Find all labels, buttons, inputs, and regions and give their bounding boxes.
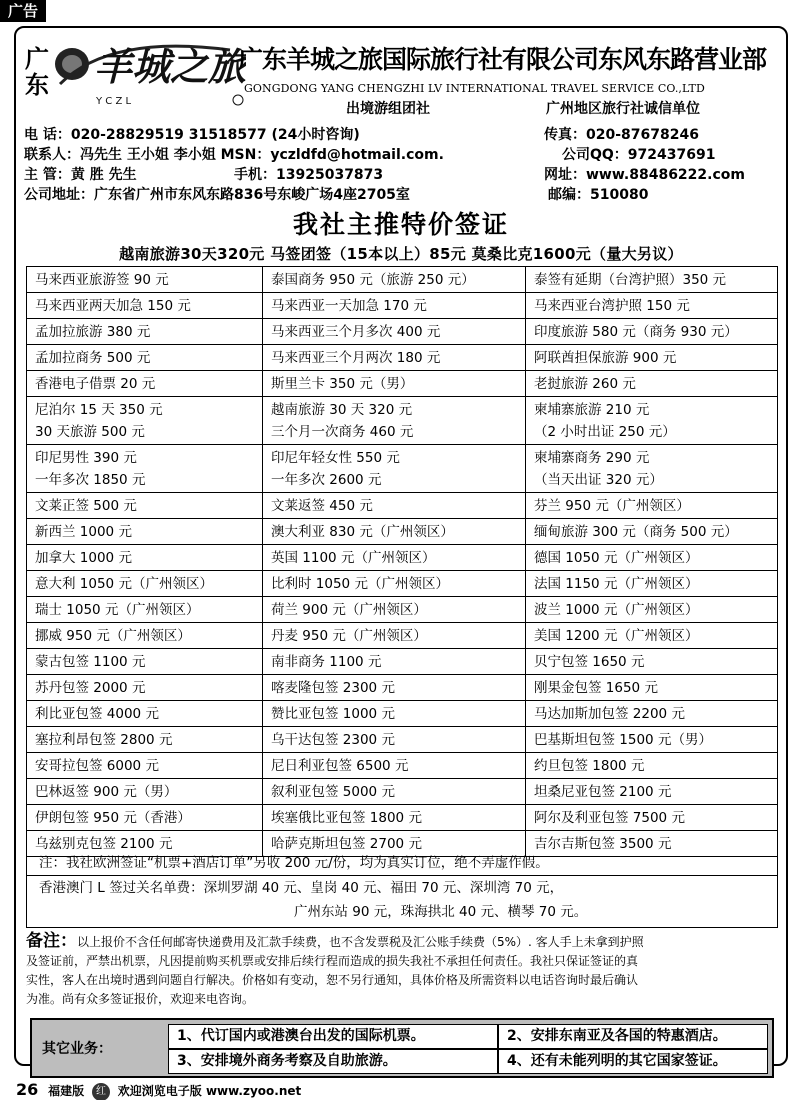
price-row [27, 267, 778, 293]
service-item: 4、还有未能列明的其它国家签证。 [498, 1049, 768, 1074]
price-cell [263, 397, 526, 445]
price-row [27, 293, 778, 319]
price-cell [27, 493, 263, 519]
price-text: 尼日利亚包签 6500 元 [271, 757, 409, 774]
price-text: 赞比亚包签 1000 元 [271, 705, 395, 722]
price-cell [526, 345, 778, 371]
price-text: 挪威 950 元（广州领区） [35, 627, 191, 644]
price-cell [263, 445, 526, 493]
price-cell [526, 779, 778, 805]
service-item: 2、安排东南亚及各国的特惠酒店。 [498, 1024, 768, 1049]
price-text: 尼泊尔 15 天 350 元 [35, 401, 163, 418]
remark-line: 为准。尚有众多签证报价，欢迎来电咨询。 [26, 992, 255, 1006]
price-cell [27, 623, 263, 649]
price-cell [27, 267, 263, 293]
price-cell [263, 753, 526, 779]
price-text: 斯里兰卡 350 元（男） [271, 375, 414, 392]
price-text: 澳大利亚 830 元（广州领区） [271, 523, 454, 540]
price-text: 文莱正签 500 元 [35, 497, 137, 514]
manager-line: 主 管：黄 胜 先生 [24, 167, 137, 183]
price-row [27, 805, 778, 831]
postcode-line: 邮编：510080 [548, 187, 649, 203]
price-text: 三个月一次商务 460 元 [271, 423, 414, 440]
price-text: 比利时 1050 元（广州领区） [271, 575, 449, 592]
price-row [27, 445, 778, 493]
phone-line: 电 话：020-28829519 31518577 (24小时咨询) [24, 127, 360, 143]
price-cell [526, 701, 778, 727]
fax-line: 传真：020-87678246 [544, 127, 699, 143]
price-cell [263, 805, 526, 831]
price-cell [526, 571, 778, 597]
price-text: 安哥拉包签 6000 元 [35, 757, 159, 774]
logo-letters: Y C Z L [96, 96, 132, 107]
price-cell [526, 519, 778, 545]
price-text: 哈萨克斯坦包签 2700 元 [271, 835, 422, 852]
price-row [27, 649, 778, 675]
price-text: 马来西亚两天加急 150 元 [35, 297, 191, 314]
price-cell [27, 597, 263, 623]
logo-script: 羊城之旅 [94, 44, 246, 89]
price-text: 喀麦隆包签 2300 元 [271, 679, 395, 696]
promo-line: 越南旅游30天320元 马签团签（15本以上）85元 莫桑比克1600元（量大另议） [119, 245, 683, 263]
price-cell [27, 445, 263, 493]
price-row [27, 319, 778, 345]
price-text: 意大利 1050 元（广州领区） [35, 575, 213, 592]
price-cell [27, 701, 263, 727]
price-cell [263, 701, 526, 727]
price-cell [27, 675, 263, 701]
price-cell [263, 545, 526, 571]
price-text: 阿联酋担保旅游 900 元 [534, 349, 677, 366]
price-cell [526, 397, 778, 445]
price-text: 塞拉利昂包签 2800 元 [35, 731, 173, 748]
company-logo [24, 34, 244, 114]
price-row [27, 753, 778, 779]
logo-emblem [50, 34, 246, 114]
price-cell [263, 675, 526, 701]
price-cell [526, 727, 778, 753]
note-hk-macau [26, 876, 778, 928]
price-text: 吉尔吉斯包签 3500 元 [534, 835, 672, 852]
price-cell [27, 571, 263, 597]
price-text: 波兰 1000 元（广州领区） [534, 601, 699, 618]
price-row [27, 519, 778, 545]
remark-line: 以上报价不含任何邮寄快递费用及汇款手续费，也不含发票税及汇公账手续费（5%）. 客人手上未拿到护照 [77, 935, 644, 949]
price-text: 一年多次 1850 元 [35, 471, 146, 488]
price-row [27, 493, 778, 519]
other-services-label: 其它业务： [42, 1041, 112, 1057]
website-line: 网址：www.88486222.com [544, 167, 745, 183]
remark-line: 及签证前，严禁出机票，凡因提前购买机票或安排后续行程而造成的损失我社不承担任何责任。我社只保证签证的真 [26, 954, 639, 968]
price-cell [27, 397, 263, 445]
price-cell [27, 545, 263, 571]
price-text: 香港电子借票 20 元 [35, 375, 156, 392]
price-cell [526, 545, 778, 571]
visa-price-table [26, 266, 778, 857]
price-text: 泰国商务 950 元（旅游 250 元） [271, 271, 475, 288]
price-text: 加拿大 1000 元 [35, 549, 132, 566]
price-text: 马来西亚三个月多次 400 元 [271, 323, 441, 340]
price-text: 越南旅游 30 天 320 元 [271, 401, 413, 418]
price-cell [263, 623, 526, 649]
price-text: 印尼男性 390 元 [35, 449, 137, 466]
price-row [27, 345, 778, 371]
price-text: （2 小时出证 250 元） [534, 423, 676, 440]
price-cell [263, 293, 526, 319]
price-text: 巴基斯坦包签 1500 元（男） [534, 731, 712, 748]
price-text: 柬埔寨商务 290 元 [534, 449, 650, 466]
price-cell [526, 445, 778, 493]
price-text: 马来西亚一天加急 170 元 [271, 297, 427, 314]
price-text: 叙利亚包签 5000 元 [271, 783, 395, 800]
price-text: 法国 1150 元（广州领区） [534, 575, 699, 592]
price-text: 老挝旅游 260 元 [534, 375, 636, 392]
price-text: 30 天旅游 500 元 [35, 423, 145, 440]
ad-tag: 广告 [0, 0, 46, 22]
price-text: 坦桑尼亚包签 2100 元 [534, 783, 672, 800]
price-text: 荷兰 900 元（广州领区） [271, 601, 427, 618]
price-cell [263, 493, 526, 519]
price-row [27, 371, 778, 397]
price-cell [27, 649, 263, 675]
price-text: 乌兹别克包签 2100 元 [35, 835, 173, 852]
subtitle-integrity: 广州地区旅行社诚信单位 [546, 101, 700, 117]
price-row [27, 727, 778, 753]
price-text: 芬兰 950 元（广州领区） [534, 497, 690, 514]
service-item: 3、安排境外商务考察及自助旅游。 [168, 1049, 498, 1074]
price-cell [27, 371, 263, 397]
price-text: 德国 1050 元（广州领区） [534, 549, 699, 566]
service-item: 1、代订国内或港澳台出发的国际机票。 [168, 1024, 498, 1049]
price-text: 刚果金包签 1650 元 [534, 679, 658, 696]
price-cell [27, 779, 263, 805]
price-cell [526, 597, 778, 623]
price-text: 文莱返签 450 元 [271, 497, 373, 514]
price-text: 巴林返签 900 元（男） [35, 783, 178, 800]
price-cell [526, 623, 778, 649]
mobile-line: 手机：13925037873 [234, 167, 384, 183]
price-text: 埃塞俄比亚包签 1800 元 [271, 809, 422, 826]
note-europe: 注：我社欧洲签证“机票+酒店订单”另收 200 元/份，均为真实订位，绝不弄虚作假。 [26, 852, 778, 876]
price-row [27, 623, 778, 649]
page-number: 26 [16, 1080, 39, 1099]
price-row [27, 545, 778, 571]
price-text: 南非商务 1100 元 [271, 653, 382, 670]
price-cell [263, 371, 526, 397]
price-cell [526, 675, 778, 701]
price-text: 马来西亚台湾护照 150 元 [534, 297, 690, 314]
price-text: 伊朗包签 950 元（香港） [35, 809, 191, 826]
price-row [27, 397, 778, 445]
price-text: 蒙古包签 1100 元 [35, 653, 146, 670]
price-text: 印尼年轻女性 550 元 [271, 449, 400, 466]
price-row [27, 779, 778, 805]
price-cell [263, 519, 526, 545]
price-text: 马达加斯加包签 2200 元 [534, 705, 685, 722]
price-text: 缅甸旅游 300 元（商务 500 元） [534, 523, 738, 540]
price-text: 新西兰 1000 元 [35, 523, 132, 540]
other-services [30, 1018, 774, 1078]
price-cell [526, 493, 778, 519]
price-cell [27, 293, 263, 319]
price-text: 约旦包签 1800 元 [534, 757, 645, 774]
price-cell [526, 371, 778, 397]
price-row [27, 675, 778, 701]
price-cell [526, 649, 778, 675]
price-text: 丹麦 950 元（广州领区） [271, 627, 427, 644]
price-cell [526, 753, 778, 779]
price-cell [263, 345, 526, 371]
price-cell [27, 319, 263, 345]
price-cell [526, 267, 778, 293]
price-text: 乌干达包签 2300 元 [271, 731, 395, 748]
price-text: 一年多次 2600 元 [271, 471, 382, 488]
logo-guangdong: 广东 [25, 45, 49, 99]
price-cell [263, 779, 526, 805]
price-cell [263, 267, 526, 293]
subtitle-outbound: 出境游组团社 [346, 101, 430, 117]
price-text: 利比亚包签 4000 元 [35, 705, 159, 722]
edition-label: 福建版 [48, 1084, 85, 1098]
price-text: 柬埔寨旅游 210 元 [534, 401, 650, 418]
remark-block [26, 932, 778, 1009]
price-cell [263, 319, 526, 345]
price-text: 孟加拉旅游 380 元 [35, 323, 151, 340]
price-cell [263, 727, 526, 753]
price-row [27, 597, 778, 623]
price-cell [263, 571, 526, 597]
price-cell [526, 293, 778, 319]
price-cell [27, 519, 263, 545]
edition-badge-icon: 红 [92, 1083, 110, 1100]
price-text: 美国 1200 元（广州领区） [534, 627, 699, 644]
note-hk-line2: 广州东站 90 元，珠海拱北 40 元、横琴 70 元。 [294, 904, 588, 920]
headline: 我社主推特价签证 [292, 210, 509, 239]
price-text: 马来西亚三个月两次 180 元 [271, 349, 441, 366]
note-hk-line1: 香港澳门 L 签过关名单费：深圳罗湖 40 元、皇岗 40 元、福田 70 元、深圳湾 70 元， [39, 880, 564, 896]
price-row [27, 701, 778, 727]
remark-line: 实性，客人在出境时遇到问题自行解决。价格如有变动，恕不另行通知，具体价格及所需资料以电话咨询时最后确认 [26, 973, 639, 987]
price-text: （当天出证 320 元） [534, 471, 663, 488]
price-text: 马来西亚旅游签 90 元 [35, 271, 169, 288]
company-name: 广东羊城之旅国际旅行社有限公司东风东路营业部 [238, 45, 767, 74]
price-cell [27, 345, 263, 371]
price-cell [27, 753, 263, 779]
price-cell [263, 597, 526, 623]
price-text: 英国 1100 元（广州领区） [271, 549, 436, 566]
address-line: 公司地址：广东省广州市东风东路836号东峻广场4座2705室 [24, 187, 410, 203]
ad-page [14, 26, 788, 1069]
contact-person-line: 联系人：冯先生 王小姐 李小姐 MSN：yczldfd@hotmail.com. [24, 147, 444, 163]
price-cell [27, 805, 263, 831]
price-cell [526, 805, 778, 831]
page-footer [16, 1080, 301, 1100]
remark-label: 备注： [26, 931, 77, 951]
price-text: 贝宁包签 1650 元 [534, 653, 645, 670]
price-text: 泰签有延期（台湾护照）350 元 [534, 271, 727, 288]
price-text: 苏丹包签 2000 元 [35, 679, 146, 696]
footer-message: 欢迎浏览电子版 www.zyoo.net [117, 1084, 302, 1098]
price-text: 瑞士 1050 元（广州领区） [35, 601, 200, 618]
price-text: 阿尔及利亚包签 7500 元 [534, 809, 685, 826]
price-text: 印度旅游 580 元（商务 930 元） [534, 323, 738, 340]
qq-line: 公司QQ：972437691 [562, 147, 716, 163]
price-cell [526, 319, 778, 345]
price-cell [27, 727, 263, 753]
company-name-en: GONGDONG YANG CHENGZHI LV INTERNATIONAL TRAVEL SERVICE CO.,LTD [244, 82, 705, 95]
price-row [27, 571, 778, 597]
price-text: 孟加拉商务 500 元 [35, 349, 151, 366]
price-cell [263, 649, 526, 675]
